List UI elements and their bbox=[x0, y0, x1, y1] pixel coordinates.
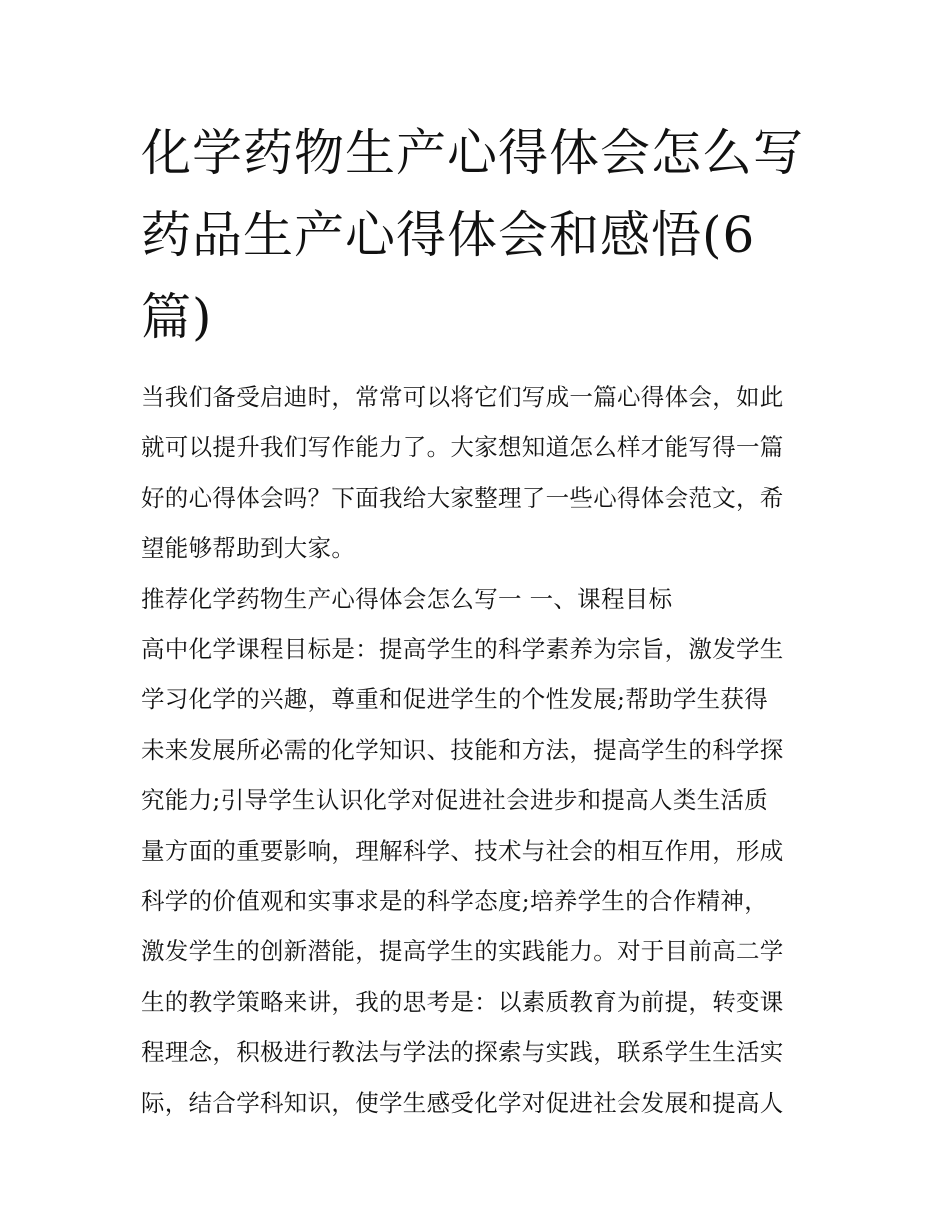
intro-paragraph bbox=[141, 372, 813, 574]
body-line: 激发学生的创新潜能，提高学生的实践能力。对于目前高二学 bbox=[141, 937, 784, 966]
body-line: 量方面的重要影响，理解科学、技术与社会的相互作用，形成 bbox=[141, 836, 784, 865]
title-line: 药品生产心得体会和感悟(6 bbox=[141, 206, 756, 264]
title-line: 篇) bbox=[141, 288, 213, 346]
body-line: 学习化学的兴趣，尊重和促进学生的个性发展;帮助学生获得 bbox=[141, 685, 769, 714]
body-line: 科学的价值观和实事求是的科学态度;培养学生的合作精神， bbox=[141, 887, 769, 916]
body-line: 高中化学课程目标是：提高学生的科学素养为宗旨，激发学生 bbox=[141, 635, 784, 664]
intro-line: 就可以提升我们写作能力了。大家想知道怎么样才能写得一篇 bbox=[141, 433, 784, 462]
document-content bbox=[141, 112, 813, 1128]
section-heading bbox=[141, 574, 813, 624]
body-paragraph bbox=[141, 624, 813, 1128]
intro-line: 望能够帮助到大家。 bbox=[141, 534, 356, 563]
body-line: 究能力;引导学生认识化学对促进社会进步和提高人类生活质 bbox=[141, 786, 769, 815]
intro-line: 当我们备受启迪时，常常可以将它们写成一篇心得体会，如此 bbox=[141, 383, 784, 411]
title-line: 化学药物生产心得体会怎么写 bbox=[141, 124, 804, 182]
body-line: 生的教学策略来讲，我的思考是：以素质教育为前提，转变课 bbox=[141, 987, 784, 1016]
intro-line: 好的心得体会吗？下面我给大家整理了一些心得体会范文，希 bbox=[141, 483, 784, 512]
body-line: 际，结合学科知识，使学生感受化学对促进社会发展和提高人 bbox=[141, 1088, 784, 1117]
body-line: 程理念，积极进行教法与学法的探索与实践，联系学生生活实 bbox=[141, 1038, 784, 1067]
section-heading-text: 推荐化学药物生产心得体会怎么写一 一、课程目标 bbox=[141, 584, 673, 613]
body-line: 未来发展所必需的化学知识、技能和方法，提高学生的科学探 bbox=[141, 735, 784, 764]
document-title bbox=[141, 112, 813, 358]
